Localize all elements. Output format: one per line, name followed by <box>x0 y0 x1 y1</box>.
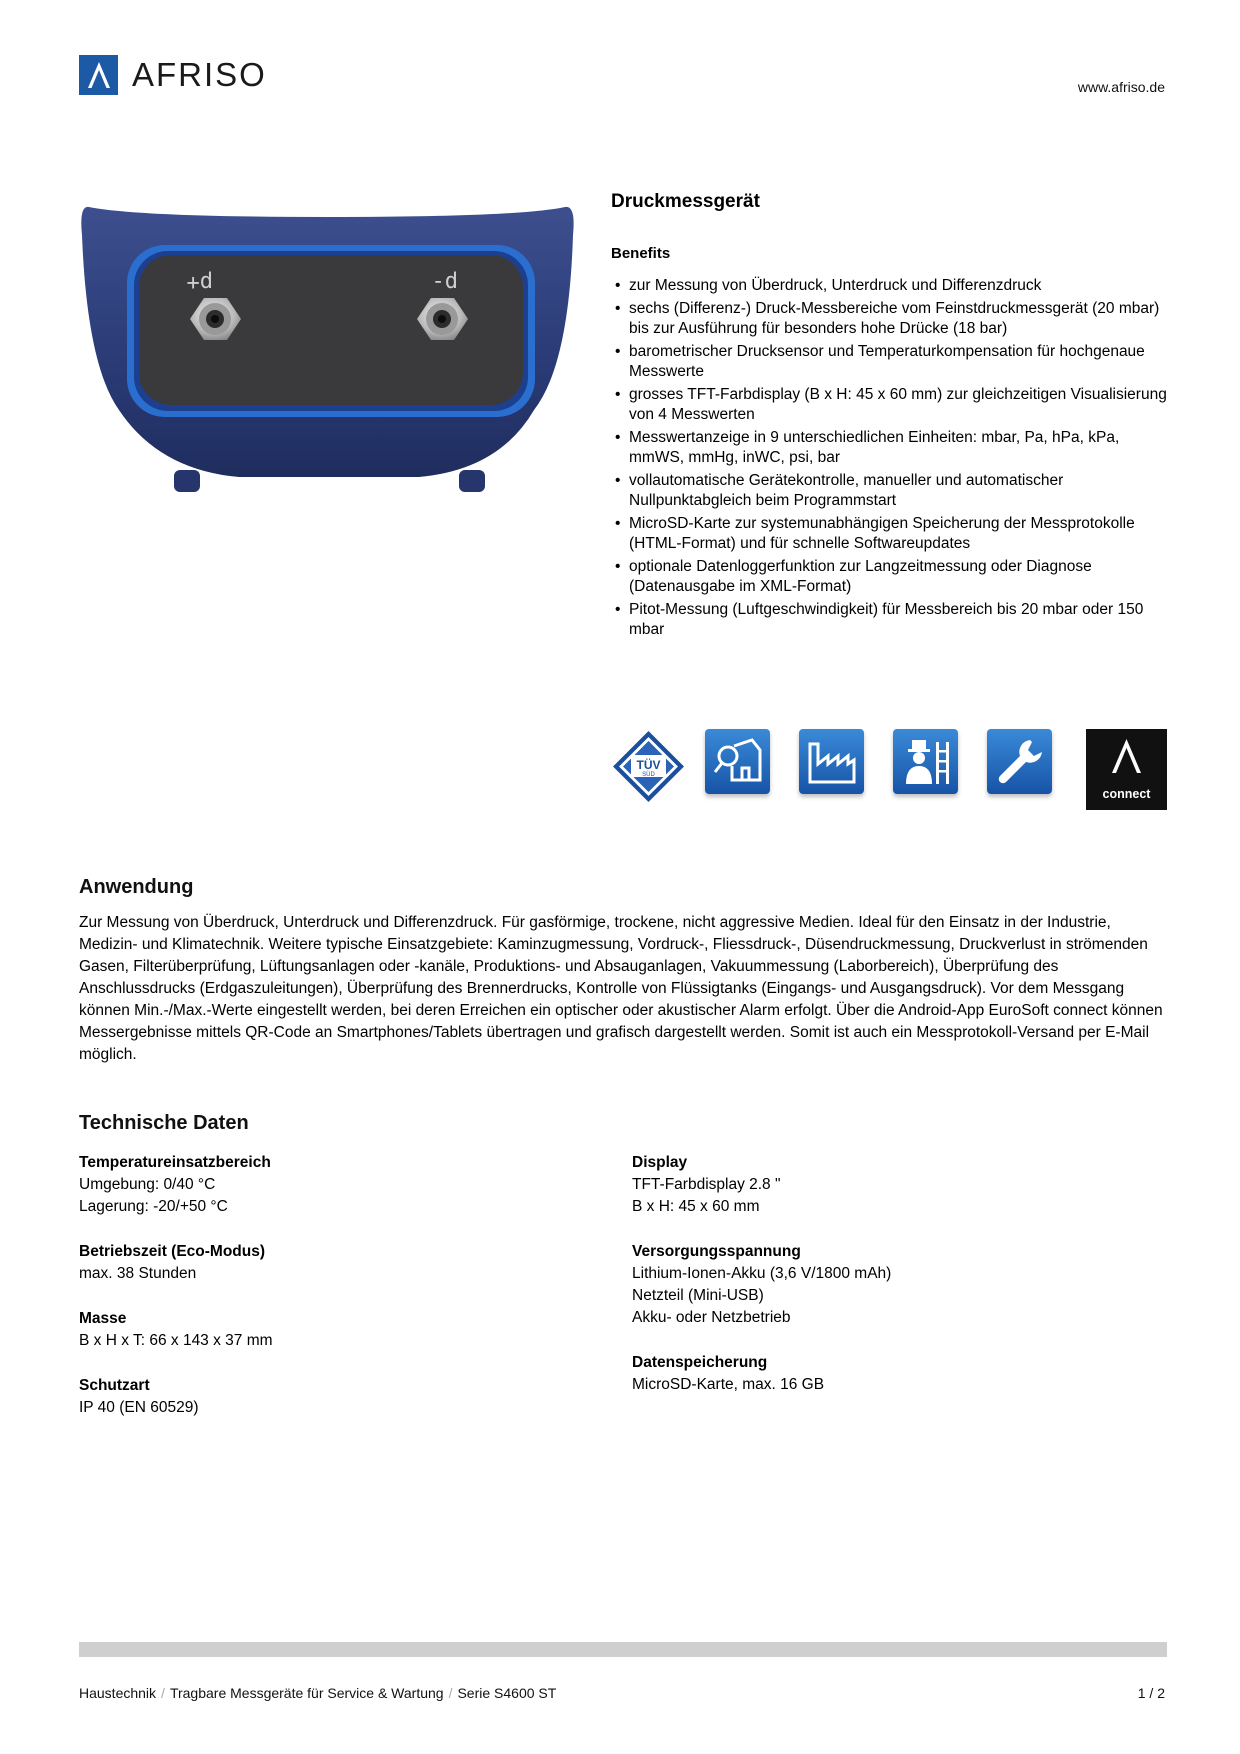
tuv-sud-badge-icon <box>611 729 686 804</box>
benefit-item: • vollautomatische Gerätekontrolle, manueller und automatischer Nullpunktabgleich beim Programmstart <box>613 471 1173 512</box>
product-title: Druckmessgerät <box>611 191 760 212</box>
breadcrumb: Haustechnik / Tragbare Messgeräte für Service & Wartung / Serie S4600 ST <box>79 1685 557 1701</box>
benefit-item: • barometrischer Drucksensor und Temperaturkompensation für hochgenaue Messwerte <box>613 342 1173 383</box>
afriso-triangle-icon <box>79 55 118 95</box>
feature-icons <box>611 729 1167 811</box>
wrench-service-icon <box>987 729 1052 794</box>
house-inspection-icon <box>705 729 770 794</box>
spec-group <box>79 1308 579 1352</box>
spec-value: Umgebung: 0/40 °C <box>79 1176 216 1193</box>
svg-text:TÜV: TÜV <box>636 758 661 772</box>
spec-value: B x H: 45 x 60 mm <box>632 1198 760 1215</box>
spec-value: IP 40 (EN 60529) <box>79 1399 199 1416</box>
spec-value: Lagerung: -20/+50 °C <box>79 1198 228 1215</box>
spec-value: max. 38 Stunden <box>79 1265 197 1282</box>
brand-name: AFRISO <box>132 56 267 93</box>
spec-value: B x H x T: 66 x 143 x 37 mm <box>79 1332 273 1349</box>
industry-factory-icon <box>799 729 864 794</box>
benefits-list <box>613 276 1173 643</box>
website-link[interactable]: www.afriso.de <box>1077 79 1165 95</box>
port-label-minus: p- <box>431 270 458 295</box>
specs-left-column <box>79 1152 579 1442</box>
spec-value: Akku- oder Netzbetrieb <box>632 1309 791 1326</box>
breadcrumb-item[interactable]: Serie S4600 ST <box>457 1685 557 1701</box>
benefit-item: • optionale Datenloggerfunktion zur Langzeitmessung oder Diagnose (Datenausgabe im XML-Format) <box>613 557 1173 598</box>
svg-text:SÜD: SÜD <box>642 772 655 778</box>
spec-value: Netzteil (Mini-USB) <box>632 1287 764 1304</box>
breadcrumb-item[interactable]: Tragbare Messgeräte für Service & Wartung <box>169 1685 444 1701</box>
spec-value: Lithium-Ionen-Akku (3,6 V/1800 mAh) <box>632 1265 892 1282</box>
spec-label: Display <box>632 1154 688 1171</box>
connect-label: connect <box>1102 787 1151 801</box>
anwendung-heading: Anwendung <box>79 876 194 898</box>
benefit-item: • Messwertanzeige in 9 unterschiedlichen Einheiten: mbar, Pa, hPa, kPa, mmWS, mmHg, inWC, psi, bar <box>613 428 1173 469</box>
benefits-heading: Benefits <box>611 245 671 262</box>
spec-group <box>632 1241 1132 1329</box>
eurosoft-connect-icon <box>1086 729 1167 810</box>
spec-label: Temperatureinsatzbereich <box>79 1154 271 1171</box>
spec-group <box>79 1152 579 1218</box>
benefit-item: • MicroSD-Karte zur systemunabhängigen Speicherung der Messprotokolle (HTML-Format) und für schnelle Softwareupdates <box>613 514 1173 555</box>
benefit-item: • zur Messung von Überdruck, Unterdruck und Differenzdruck <box>613 276 1173 297</box>
spec-label: Schutzart <box>79 1377 150 1394</box>
spec-group <box>632 1352 1132 1396</box>
anwendung-text: Zur Messung von Überdruck, Unterdruck und Differenzdruck. Für gasförmige, trockene, nicht aggressive Medien. Ideal für den Einsatz in der Industrie, Medizin- und Klimatechnik. Weitere typische Einsatzgebiete: Kaminzugmessung, Vordruck-, Fliessdruck-, Düsendruckmessung, Druckverlust in strömenden Gasen, Filterüberprüfung, Lüftungsanlagen oder -kanäle, Produktions- und Absauganlagen, Vakuummessung (Laborbereich), Überprüfung des Anschlussdrucks (Erdgaszuleitungen), Überprüfung des Brennerdrucks, Kontrolle von Flüssigtanks (Eingangs- und Ausgangsdruck). Vor dem Messgang können Min.-/Max.-Werte eingestellt werden, bei deren Erreichen ein optischer oder akustischer Alarm erfolgt. Über die Android-App EuroSoft connect können Messergebnisse mittels QR-Code an Smartphones/Tablets übertragen und grafisch dargestellt werden. Somit ist auch ein Messprotokoll-Versand per E-Mail möglich. <box>79 914 1163 1063</box>
spec-label: Betriebszeit (Eco-Modus) <box>79 1243 266 1260</box>
product-image <box>79 195 576 505</box>
spec-group <box>79 1375 579 1419</box>
spec-label: Datenspeicherung <box>632 1354 768 1371</box>
spec-label: Versorgungsspannung <box>632 1243 801 1260</box>
spec-label: Masse <box>79 1310 127 1327</box>
port-label-plus: p+ <box>186 270 213 295</box>
spec-value: TFT-Farbdisplay 2.8 " <box>632 1176 781 1193</box>
spec-group <box>632 1152 1132 1218</box>
benefit-item: • sechs (Differenz-) Druck-Messbereiche vom Feinstdruckmessgerät (20 mbar) bis zur Ausführung für besonders hohe Drücke (18 bar) <box>613 299 1173 340</box>
footer-divider <box>79 1642 1167 1657</box>
page-number: 1 / 2 <box>1137 1685 1165 1701</box>
technische-daten-heading: Technische Daten <box>79 1112 249 1134</box>
chimney-sweep-icon <box>893 729 958 794</box>
specs-right-column <box>632 1152 1132 1419</box>
spec-value: MicroSD-Karte, max. 16 GB <box>632 1376 825 1393</box>
benefit-item: • grosses TFT-Farbdisplay (B x H: 45 x 60 mm) zur gleichzeitigen Visualisierung von 4 Messwerten <box>613 385 1173 426</box>
breadcrumb-item[interactable]: Haustechnik <box>79 1685 157 1701</box>
spec-group <box>79 1241 579 1285</box>
benefit-item: • Pitot-Messung (Luftgeschwindigkeit) für Messbereich bis 20 mbar oder 150 mbar <box>613 600 1173 641</box>
afriso-logo <box>79 55 267 95</box>
